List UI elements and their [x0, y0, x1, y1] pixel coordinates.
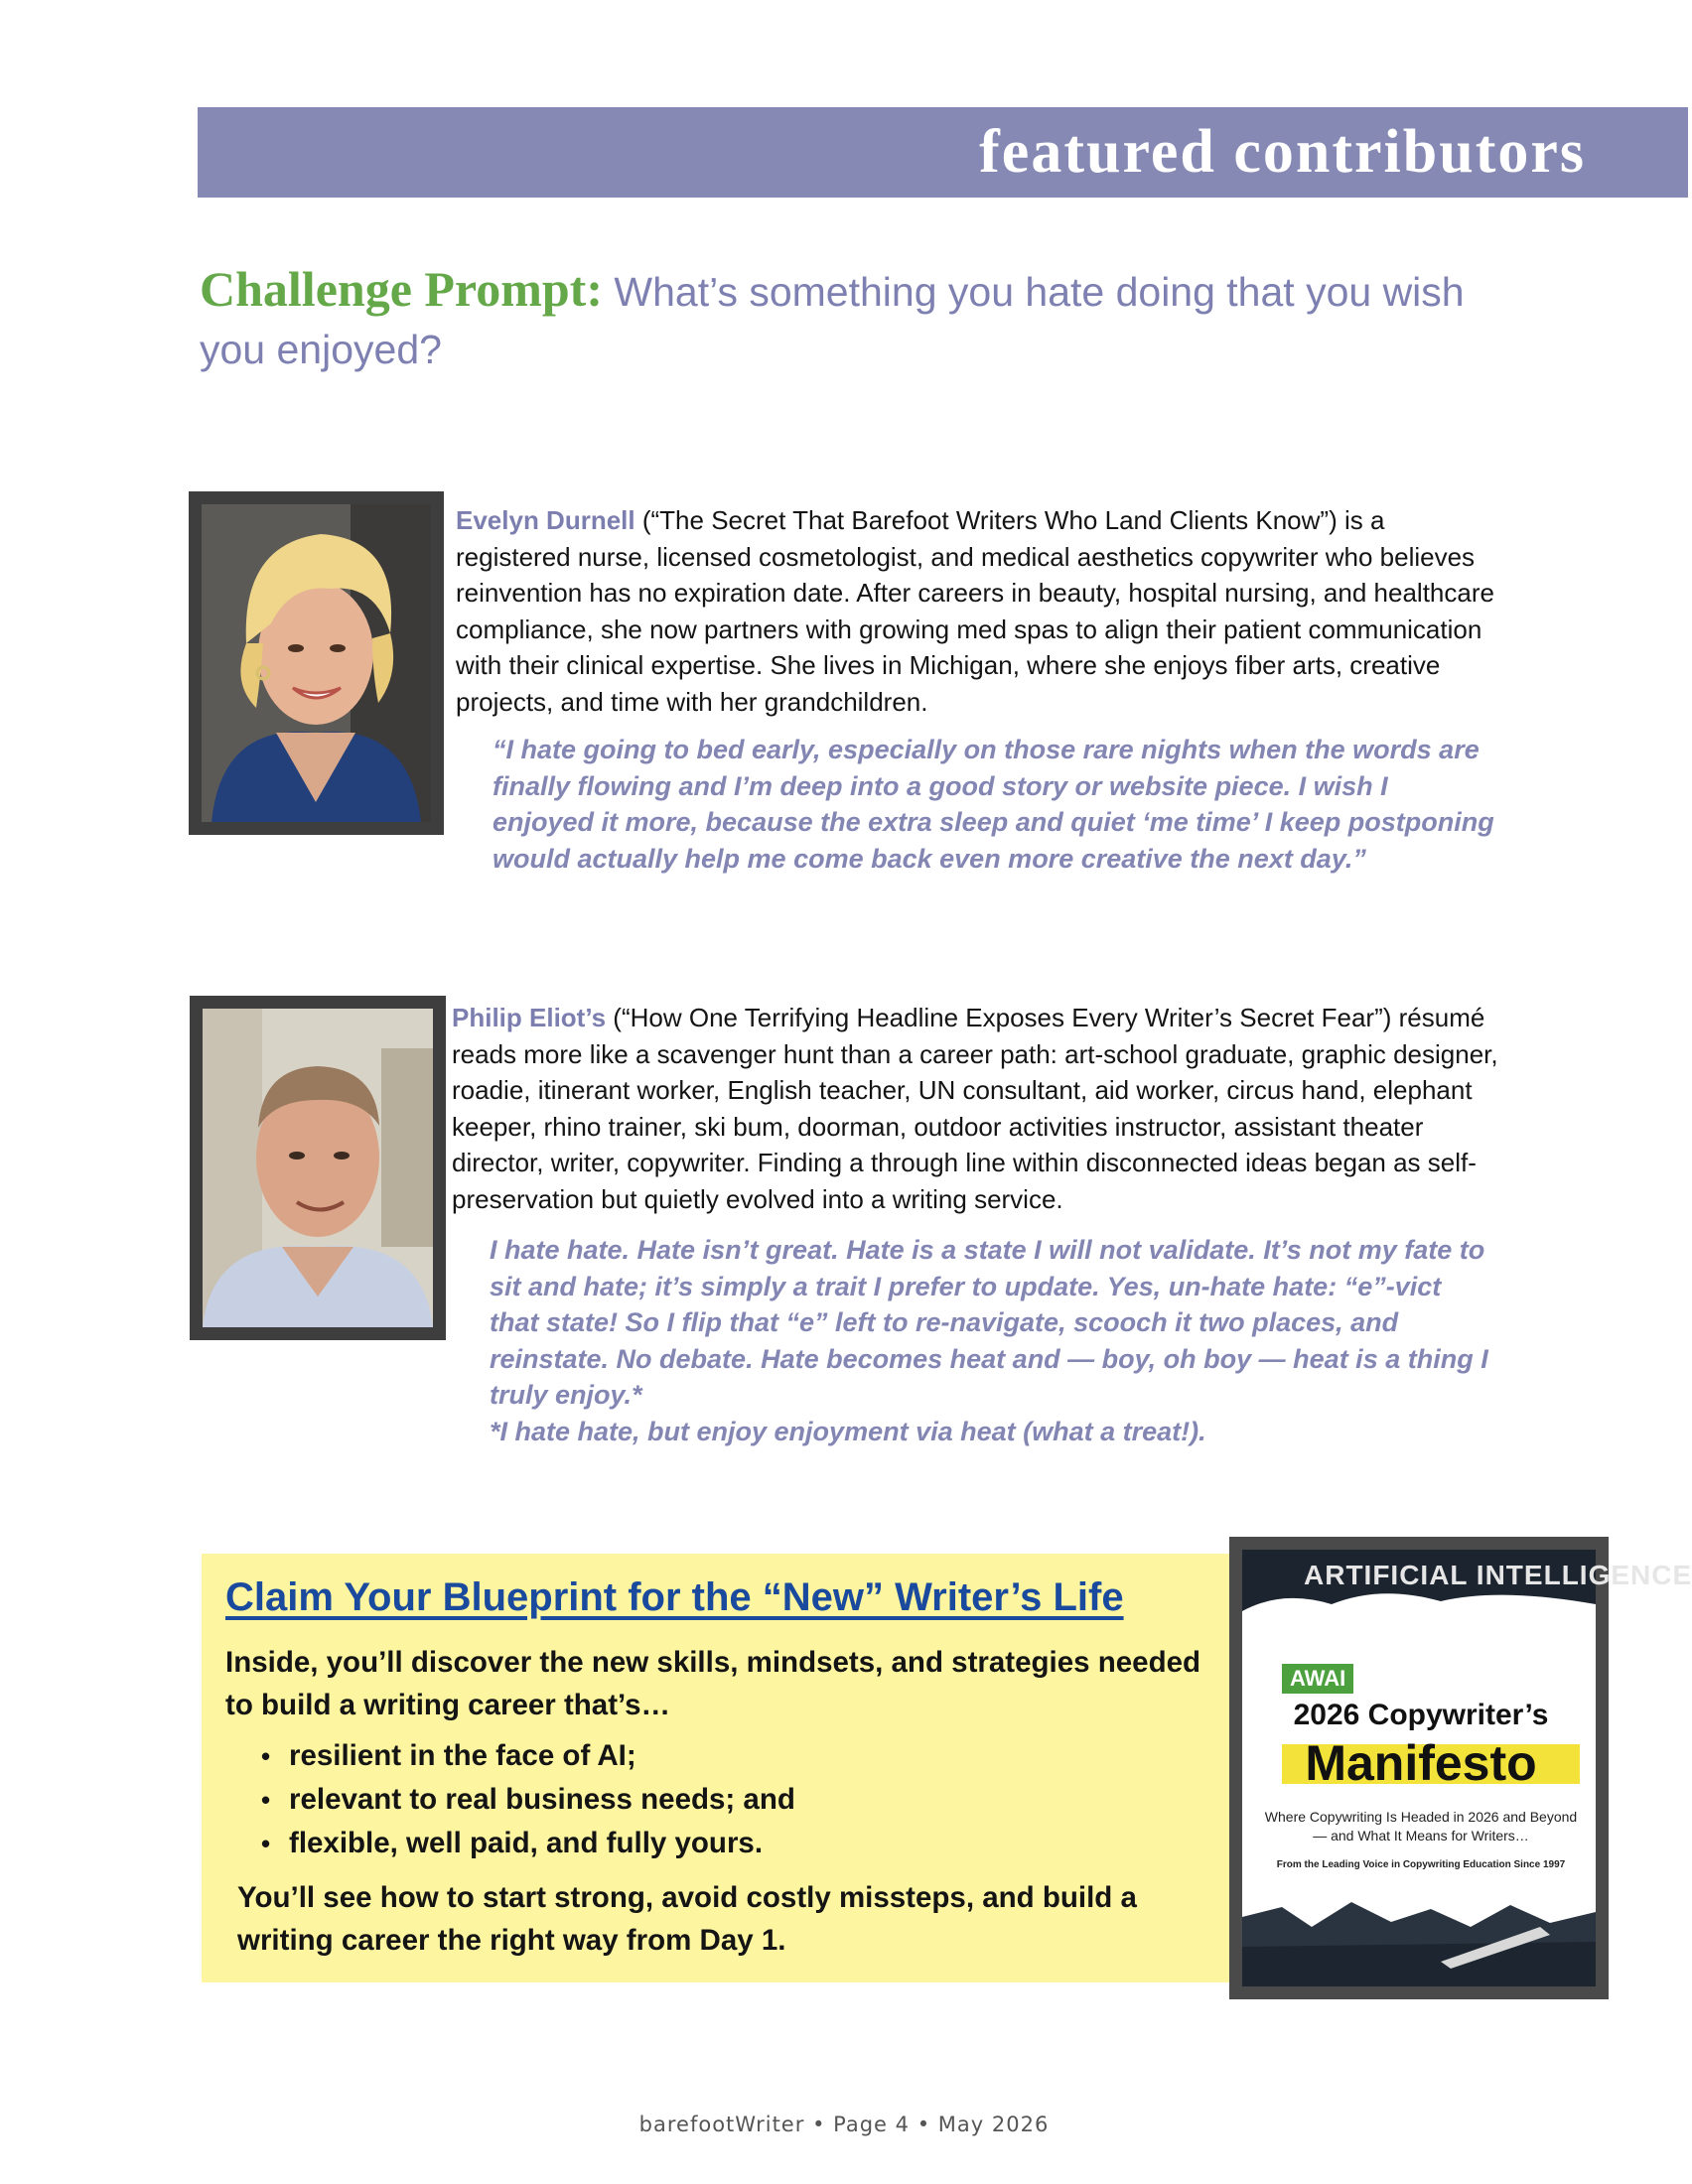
cover-title-line1: 2026 Copywriter’s	[1293, 1699, 1549, 1731]
promo-heading-link[interactable]: Claim Your Blueprint for the “New” Writer’s Life	[225, 1575, 1124, 1619]
book-cover[interactable]	[1242, 1550, 1692, 1986]
footer-separator: •	[812, 2113, 826, 2136]
challenge-prompt	[200, 260, 1510, 378]
landscape-image	[1242, 1887, 1596, 1986]
contributor-bio-text: (“The Secret That Barefoot Writers Who Land Clients Know”) is a registered nurse, licensed cosmetologist, and medical aesthetics copywriter who believes reinvention has no expiration date. After careers in beauty, hospital nursing, and healthcare compliance, she now partners with growing med spas to align their patient communication with their clinical expertise. She lives in Michigan, where she enjoys fiber arts, creative projects, and time with her grandchildren.	[456, 505, 1494, 717]
cover-subtitle: Where Copywriting Is Headed in 2026 and Beyond — and What It Means for Writers…	[1264, 1809, 1578, 1843]
promo-bullet-list	[261, 1734, 795, 1865]
bullet-icon: •	[261, 1829, 271, 1858]
promo-box	[202, 1554, 1231, 1982]
list-item: • flexible, well paid, and fully yours.	[261, 1822, 795, 1865]
cover-title-line2: Manifesto	[1305, 1735, 1537, 1791]
portrait-image	[202, 504, 431, 822]
contributor-photo-evelyn	[202, 504, 431, 822]
contributor-photo-frame	[190, 996, 446, 1340]
bullet-icon: •	[261, 1785, 271, 1815]
cover-bottom-graphic	[1242, 1887, 1596, 1986]
contributor-photo-philip	[203, 1009, 433, 1327]
awai-logo: AWAI	[1280, 1662, 1355, 1696]
footer-date: May 2026	[937, 2113, 1050, 2136]
contributor-bio	[452, 1000, 1498, 1217]
contributor-quote	[490, 1232, 1492, 1449]
book-cover-frame[interactable]	[1229, 1537, 1692, 1999]
contributor-quote: “I hate going to bed early, especially on those rare nights when the words are finally flowing and I’m deep into a good story or website piece. I wish I enjoyed it more, because the extra sleep and quiet ‘me time’ I keep postponing would actually help me come back even more creative the next day.”	[493, 735, 1494, 874]
contributor-quote-footnote: *I hate hate, but enjoy enjoyment via heat (what a treat!).	[490, 1416, 1206, 1446]
list-item: • resilient in the face of AI;	[261, 1734, 795, 1778]
contributor-bio-text: (“How One Terrifying Headline Exposes Every Writer’s Secret Fear”) résumé reads more like a scavenger hunt than a career path: art-school graduate, graphic designer, roadie, itinerant worker, English teacher, UN consultant, aid worker, circus hand, elephant keeper, rhino trainer, ski bum, doorman, outdoor activities instructor, assistant theater director, writer, copywriter. Finding a through line within disconnected ideas began as self-preservation but quietly evolved into a writing service.	[452, 1003, 1498, 1214]
cover-top-text: ARTIFICIAL INTELLIGENCE	[1304, 1560, 1692, 1590]
portrait-image	[203, 1009, 433, 1327]
promo-intro: Inside, you’ll discover the new skills, mindsets, and strategies needed to build a writing career that’s…	[225, 1646, 1201, 1721]
cover-header-graphic	[1242, 1550, 1692, 1611]
promo-outro: You’ll see how to start strong, avoid costly missteps, and build a writing career the right way from Day 1.	[237, 1881, 1137, 1957]
contributor-bio	[456, 502, 1498, 720]
section-title: featured contributors	[979, 118, 1586, 186]
contributor-name: Philip Eliot’s	[452, 1003, 607, 1032]
page-footer	[0, 2113, 1688, 2136]
contributor-name: Evelyn Durnell	[456, 505, 635, 535]
footer-page-number: Page 4	[833, 2113, 911, 2136]
contributor-photo-frame	[189, 491, 444, 835]
section-banner	[198, 107, 1688, 198]
bullet-icon: •	[261, 1741, 271, 1771]
footer-publication: barefootWriter	[638, 2113, 805, 2136]
challenge-prompt-label: Challenge Prompt:	[200, 261, 603, 317]
cover-tagline: From the Leading Voice in Copywriting Education Since 1997	[1276, 1859, 1566, 1870]
list-item: • relevant to real business needs; and	[261, 1778, 795, 1822]
footer-separator: •	[916, 2113, 931, 2136]
challenge-prompt-question: What’s something you hate doing that you wish you enjoyed?	[200, 269, 1465, 372]
contributor-quote-text: I hate hate. Hate isn’t great. Hate is a state I will not validate. It’s not my fate to sit and hate; it’s simply a trait I prefer to update. Yes, un-hate hate: “e”-vict that state! So I flip that “e” left to re-navigate, scooch it two places, and reinstate. No debate. Hate becomes heat and — boy, oh boy — heat is a thing I truly enjoy.*	[490, 1235, 1488, 1410]
